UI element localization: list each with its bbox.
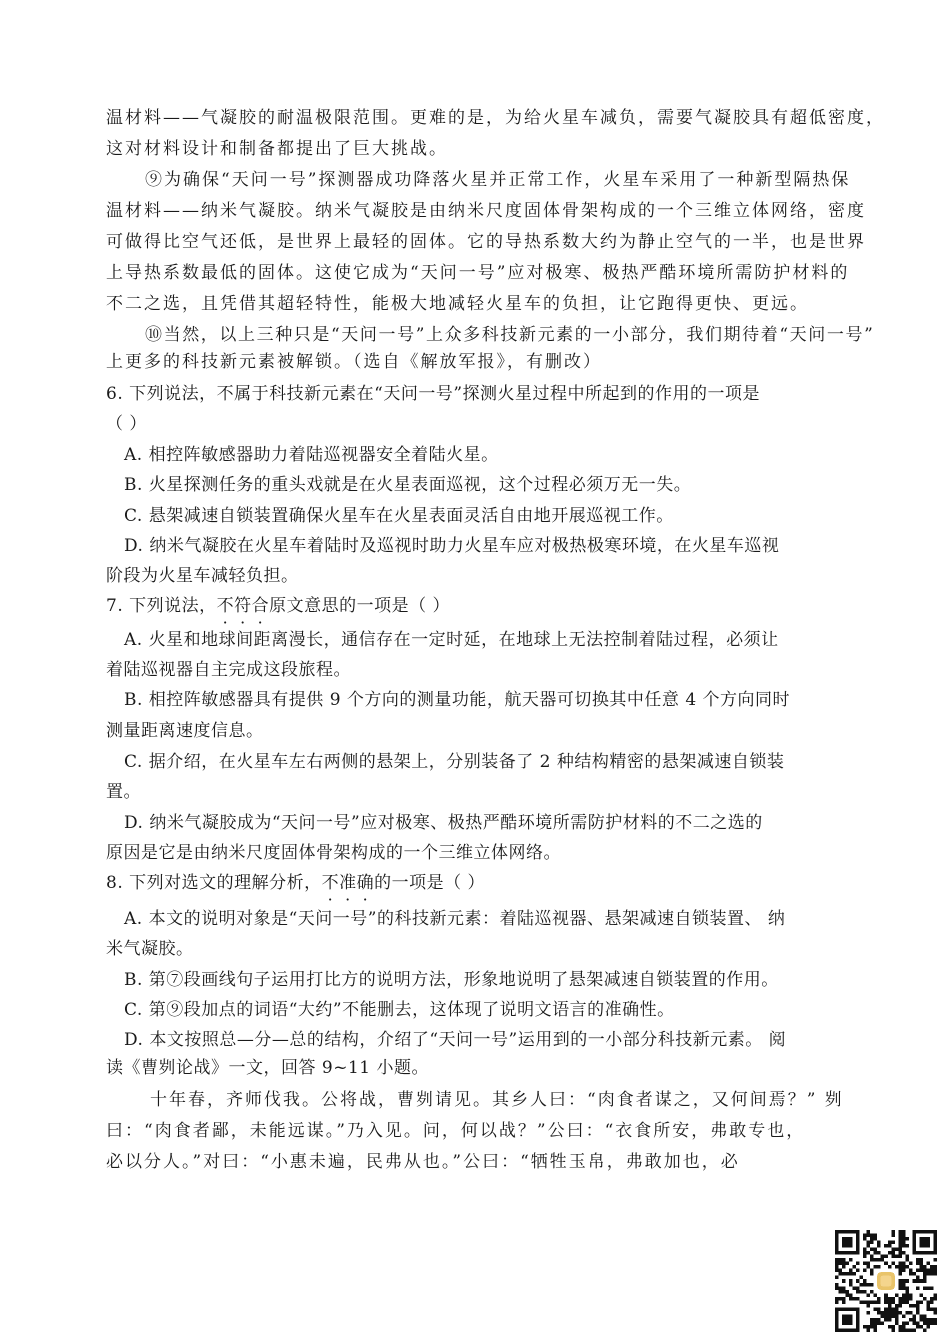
option-c-cont: 置。 [106, 782, 141, 802]
passage-line: 温材料——纳米气凝胶。纳米气凝胶是由纳米尺度固体骨架构成的一个三维立体网络，密度 [106, 201, 866, 221]
emphasis-char: 准 [339, 873, 357, 893]
passage-line: 不二之选，且凭借其超轻特性，能极大地减轻火星车的负担，让它跑得更快、更远。 [106, 294, 809, 314]
passage-line: ⑩当然，以上三种只是“天问一号”上众多科技新元素的一小部分，我们期待着“天问一号” [145, 325, 875, 345]
option-b: B. 第⑦段画线句子运用打比方的说明方法，形象地说明了悬架减速自锁装置的作用。 [124, 970, 779, 990]
answer-paren: （ ） [106, 414, 147, 434]
question-stem: 6. 下列说法，不属于科技新元素在“天问一号”探测火星过程中所起到的作用的一项是 [106, 384, 761, 404]
passage-line: 温材料——气凝胶的耐温极限范围。更难的是，为给火星车减负，需要气凝胶具有超低密度， [106, 108, 885, 128]
option-c: C. 悬架减速自锁装置确保火星车在火星表面灵活自由地开展巡视工作。 [124, 506, 674, 526]
option-b: B. 相控阵敏感器具有提供 9 个方向的测量功能，航天器可切换其中任意 4 个方向同时 [124, 690, 791, 710]
passage-line: 上导热系数最低的固体。这使它成为“天问一号”应对极寒、极热严酷环境所需防护材料的 [106, 263, 850, 283]
option-a: A. 本文的说明对象是“天问一号”的科技新元素：着陆巡视器、悬架减速自锁装置、 纳 [124, 909, 786, 929]
question-stem: 7. 下列说法，不符合原文意思的一项是（ ） [106, 596, 451, 616]
emphasis-char: 不 [321, 873, 340, 893]
option-d-cont: 阶段为火星车减轻负担。 [106, 566, 299, 586]
emphasis-char: 不 [216, 596, 235, 616]
passage-line: 这对材料设计和制备都提出了巨大挑战。 [106, 139, 448, 159]
passage-line: ⑨为确保“天问一号”探测器成功降落火星并正常工作，火星车采用了一种新型隔热保 [145, 170, 851, 190]
emphasis-char: 确 [356, 873, 375, 893]
option-a: A. 火星和地球间距离漫长，通信存在一定时延，在地球上无法控制着陆过程，必须让 [124, 630, 779, 650]
classical-text-line: 必以分人。”对曰：“小惠未遍，民弗从也。”公曰：“牺牲玉帛，弗敢加也，必 [106, 1152, 740, 1172]
option-c: C. 第⑨段加点的词语“大约”不能删去，这体现了说明文语言的准确性。 [124, 1000, 675, 1020]
option-b: B. 火星探测任务的重头戏就是在火星表面巡视，这个过程必须万无一失。 [124, 475, 692, 495]
option-b-cont: 测量距离速度信息。 [106, 721, 264, 741]
option-d: D. 纳米气凝胶在火星车着陆时及巡视时助力火星车应对极热极寒环境，在火星车巡视 [124, 536, 780, 556]
option-a: A. 相控阵敏感器助力着陆巡视器安全着陆火星。 [124, 445, 499, 465]
option-d-cont: 原因是它是由纳米尺度固体骨架构成的一个三维立体网络。 [106, 843, 561, 863]
option-d: D. 纳米气凝胶成为“天问一号”应对极寒、极热严酷环境所需防护材料的不二之选的 [124, 813, 763, 833]
option-c: C. 据介绍，在火星车左右两侧的悬架上，分别装备了 2 种结构精密的悬架减速自锁装 [124, 752, 785, 772]
passage-line: 上更多的科技新元素被解锁。（选自《解放军报》，有删改） [106, 352, 602, 372]
option-d: D. 本文按照总—分—总的结构，介绍了“天问一号”运用到的一小部分科技新元素。 阅 [124, 1030, 787, 1050]
classical-text-line: 曰：“肉食者鄙，未能远谋。”乃入见。问，何以战？”公曰：“衣食所安，弗敢专也， [106, 1121, 806, 1141]
passage-line: 可做得比空气还低，是世界上最轻的固体。它的导热系数大约为静止空气的一半，也是世界 [106, 232, 866, 252]
option-a-cont: 着陆巡视器自主完成这段旅程。 [106, 660, 351, 680]
question-stem: 8. 下列对选文的理解分析，不准确的一项是（ ） [106, 873, 486, 893]
classical-text-line: 十年春，齐师伐我。公将战，曹刿请见。其乡人曰：“肉食者谋之，又何间焉？” 刿 [150, 1090, 844, 1110]
option-d-cont: 读《曹刿论战》一文，回答 9~11 小题。 [106, 1058, 429, 1078]
option-a-cont: 米气凝胶。 [106, 939, 194, 959]
qr-code-icon [835, 1230, 937, 1332]
emphasis-char: 符 [234, 596, 252, 616]
emphasis-char: 合 [251, 596, 270, 616]
